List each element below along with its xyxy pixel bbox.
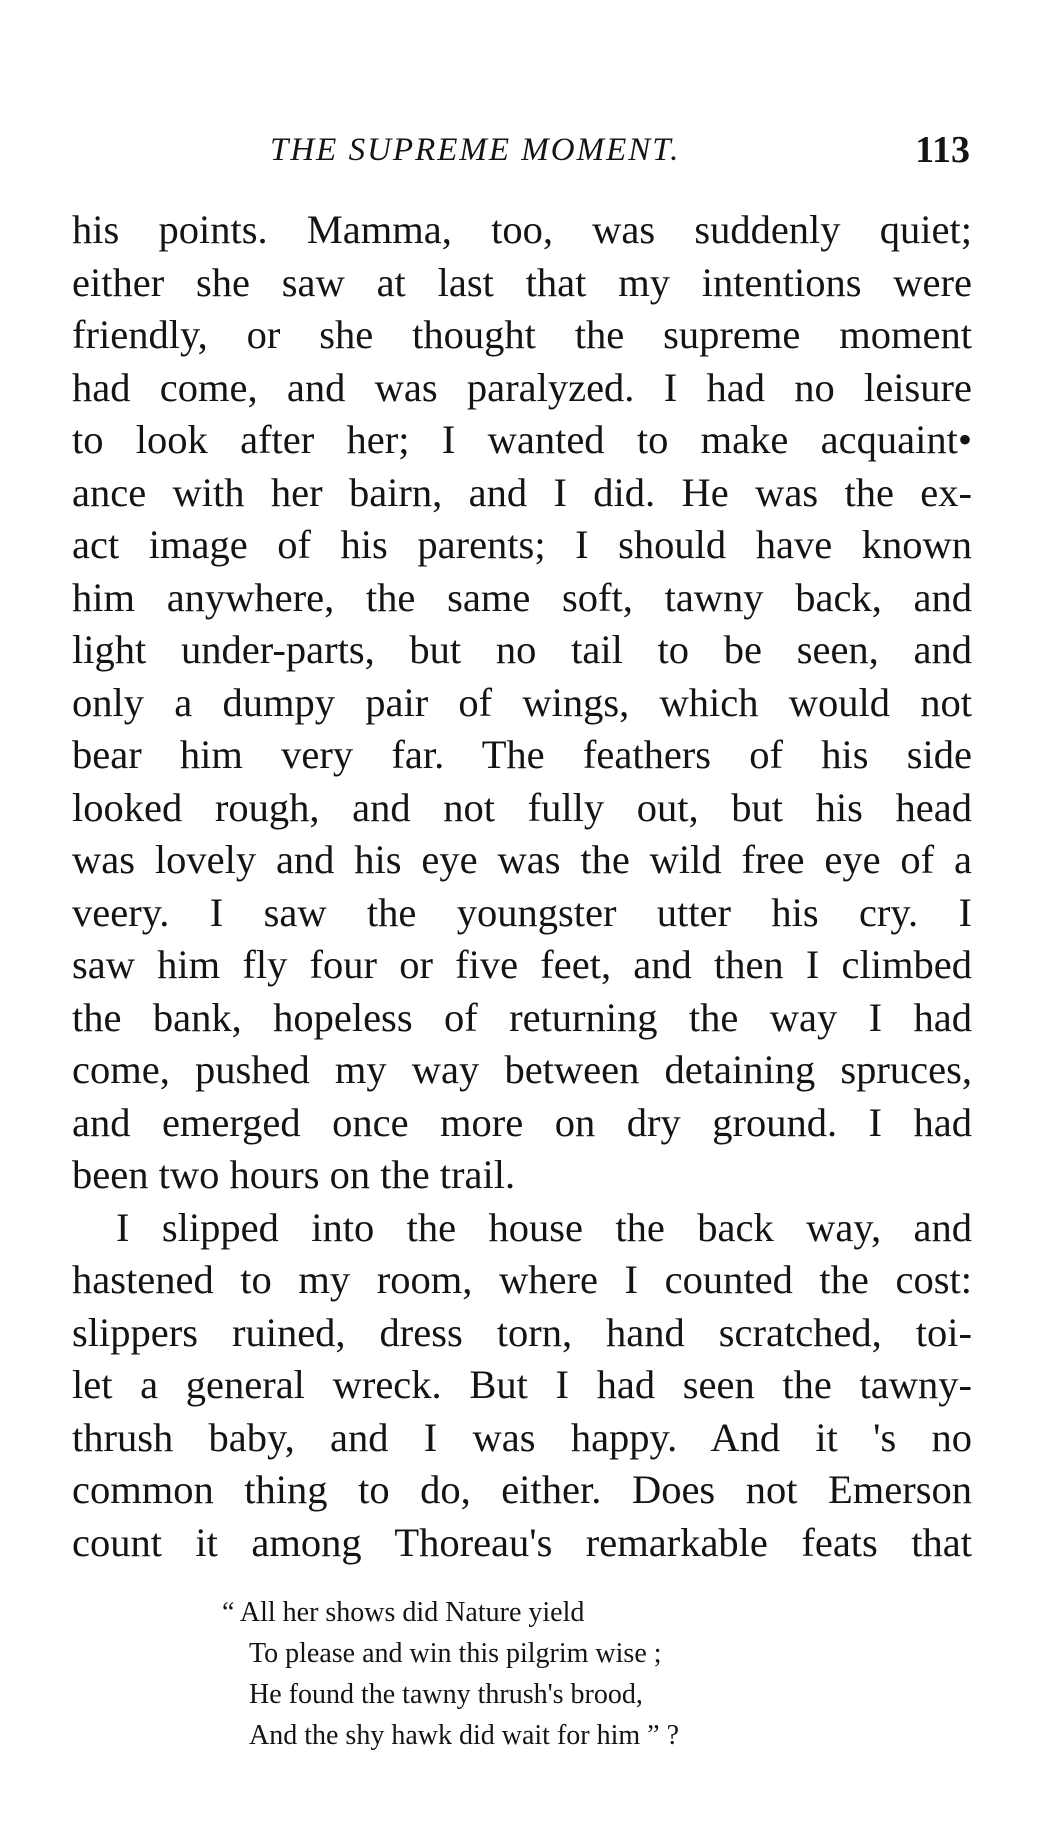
text-line: thrush baby, and I was happy. And it 's no	[72, 1414, 972, 1460]
text-line: his points. Mamma, too, was suddenly quiet;	[72, 207, 972, 252]
text-line: the bank, hopeless of returning the way I had	[72, 994, 972, 1040]
text-line: to look after her; I wanted to make acquaint•	[72, 417, 972, 462]
verse-line: And the shy hawk did wait for him ” ?	[249, 1720, 680, 1751]
text-line: hastened to my room, where I counted the cost:	[72, 1257, 972, 1302]
verse-line: To please and win this pilgrim wise ;	[249, 1638, 662, 1669]
text-line: was lovely and his eye was the wild free eye of a	[72, 837, 972, 882]
text-line: had come, and was paralyzed. I had no leisure	[72, 364, 972, 410]
text-line: come, pushed my way between detaining spruces,	[72, 1047, 972, 1092]
text-line: saw him fly four or five feet, and then I climbed	[72, 942, 972, 987]
text-line: count it among Thoreau's remarkable feats that	[72, 1519, 972, 1565]
paragraph-end-line: been two hours on the trail.	[72, 1152, 516, 1197]
text-line: bear him very far. The feathers of his side	[72, 732, 972, 777]
text-line: let a general wreck. But I had seen the tawny-	[72, 1362, 972, 1407]
verse-quotation	[222, 1592, 822, 1756]
body-text	[72, 204, 972, 1569]
text-line: friendly, or she thought the supreme moment	[72, 312, 972, 357]
text-line: ance with her bairn, and I did. He was the ex-	[72, 469, 972, 515]
text-line: common thing to do, either. Does not Emerson	[72, 1467, 972, 1512]
text-line: slippers ruined, dress torn, hand scratched, toi-	[72, 1309, 972, 1355]
text-line: only a dumpy pair of wings, which would not	[72, 679, 972, 725]
running-title: THE SUPREME MOMENT.	[270, 132, 681, 168]
text-line: light under-parts, but no tail to be seen, and	[72, 627, 972, 672]
text-line: looked rough, and not fully out, but his head	[72, 784, 972, 830]
paragraph-start-line: I slipped into the house the back way, and	[116, 1204, 972, 1250]
page-number: 113	[915, 129, 970, 171]
text-line: either she saw at last that my intentions were	[72, 259, 972, 305]
text-line: him anywhere, the same soft, tawny back, and	[72, 574, 972, 620]
text-line: veery. I saw the youngster utter his cry. I	[72, 889, 972, 935]
text-line: act image of his parents; I should have known	[72, 522, 972, 567]
verse-line: He found the tawny thrush's brood,	[249, 1679, 643, 1710]
text-line: and emerged once more on dry ground. I had	[72, 1099, 972, 1145]
verse-line: “ All her shows did Nature yield	[222, 1597, 585, 1628]
page-header	[270, 128, 970, 178]
